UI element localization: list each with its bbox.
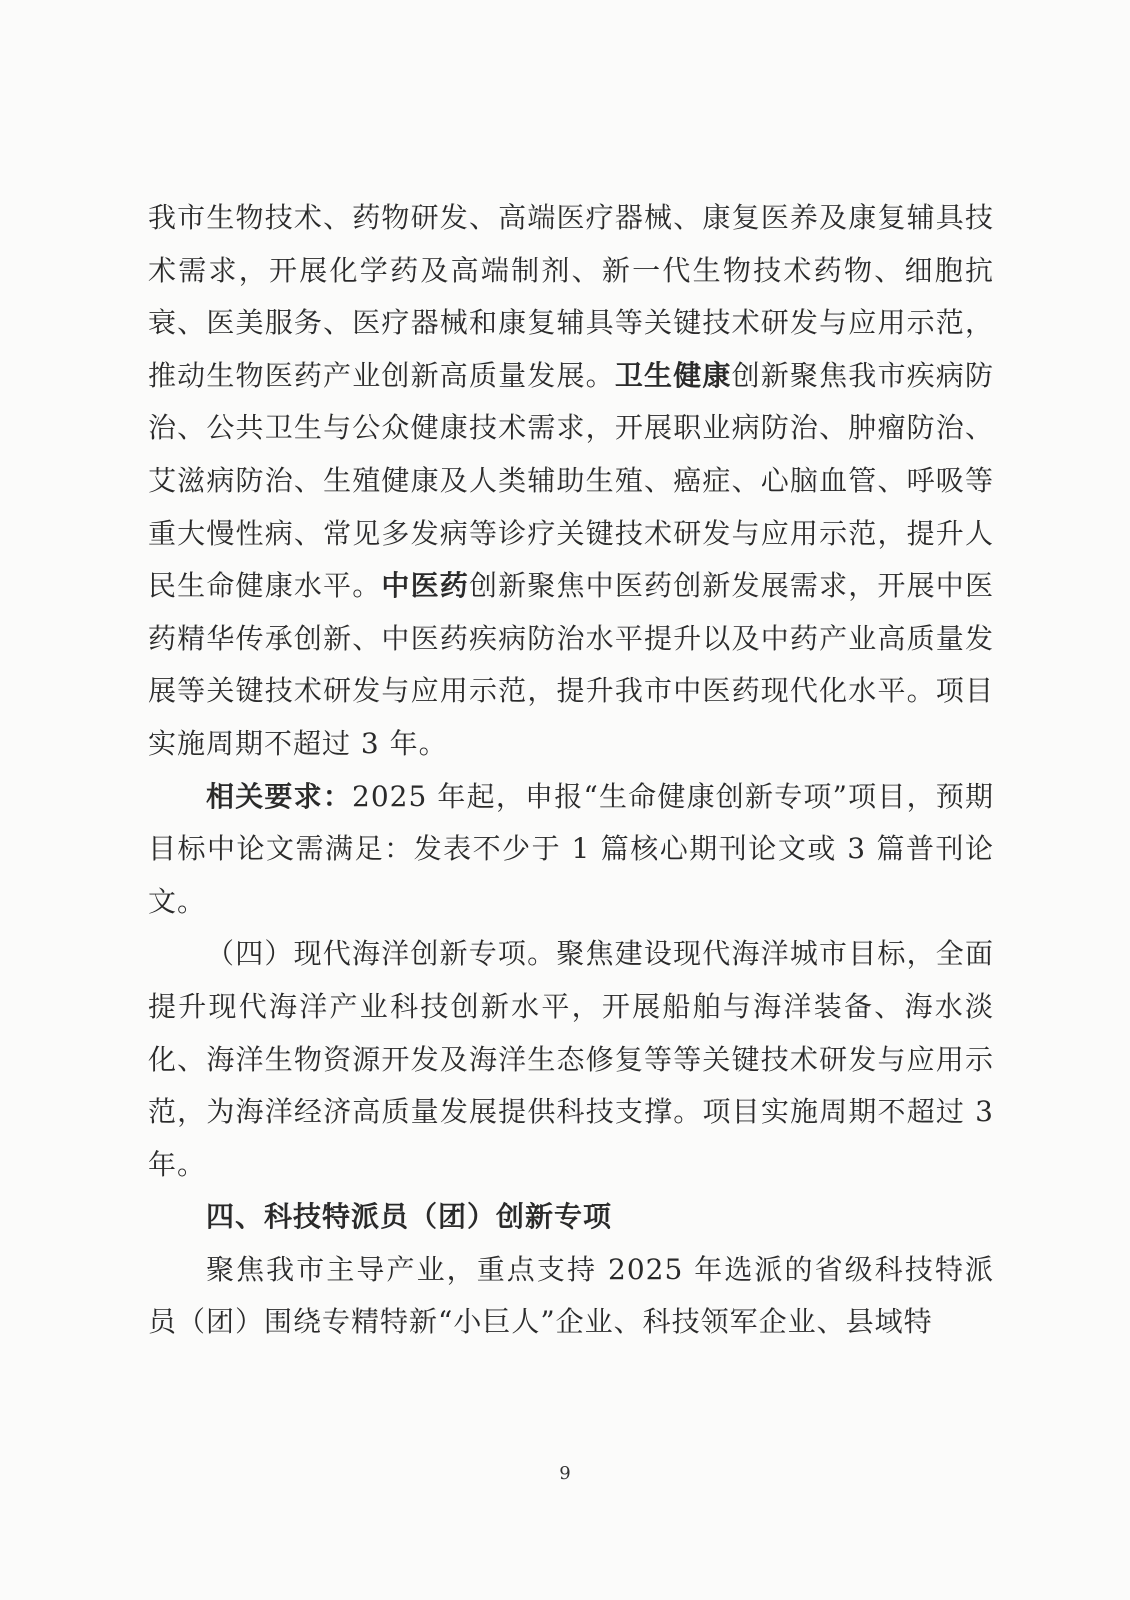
page-number: 9 (559, 1463, 571, 1484)
paragraph-text: 聚焦我市主导产业，重点支持 2025 年选派的省级科技特派员（团）围绕专精特新“小巨人”企业、科技领军企业、县域特 (148, 1252, 994, 1339)
paragraph-text: 2025 年起，申报“生命健康创新专项”项目，预期目标中论文需满足：发表不少于 1 篇核心期刊论文或 3 篇普刊论文。 (148, 779, 994, 918)
paragraph-requirements (148, 771, 994, 929)
paragraph-life-health (148, 192, 994, 771)
document-body (148, 192, 994, 1349)
paragraph-marine (148, 928, 994, 1191)
paragraph-tech-commissioner (148, 1244, 994, 1349)
paragraph-text: 创新聚焦中医药创新发展需求，开展中医药精华传承创新、中医药疾病防治水平提升以及中药产业高质量发展等关键技术研发与应用示范，提升我市中医药现代化水平。项目实施周期不超过 3 年。 (148, 569, 994, 760)
paragraph-text: 创新聚焦我市疾病防治、公共卫生与公众健康技术需求，开展职业病防治、肿瘤防治、艾滋病防治、生殖健康及人类辅助生殖、癌症、心脑血管、呼吸等重大慢性病、常见多发病等诊疗关键技术研发与应用示范，提升人民生命健康水平。 (148, 358, 994, 603)
paragraph-text: 我市生物技术、药物研发、高端医疗器械、康复医养及康复辅具技术需求，开展化学药及高端制剂、新一代生物技术药物、细胞抗衰、医美服务、医疗器械和康复辅具等关键技术研发与应用示范，推动生物医药产业创新高质量发展。 (148, 201, 994, 392)
paragraph-text: （四）现代海洋创新专项。聚焦建设现代海洋城市目标，全面提升现代海洋产业科技创新水平，开展船舶与海洋装备、海水淡化、海洋生物资源开发及海洋生态修复等等关键技术研发与应用示范，为海洋经济高质量发展提供科技支撑。项目实施周期不超过 3 年。 (148, 937, 994, 1181)
bold-term-health: 卫生健康 (614, 358, 732, 392)
bold-term-requirements: 相关要求： (206, 779, 353, 813)
section-heading: 四、科技特派员（团）创新专项 (206, 1200, 613, 1234)
bold-term-tcm: 中医药 (381, 569, 469, 603)
